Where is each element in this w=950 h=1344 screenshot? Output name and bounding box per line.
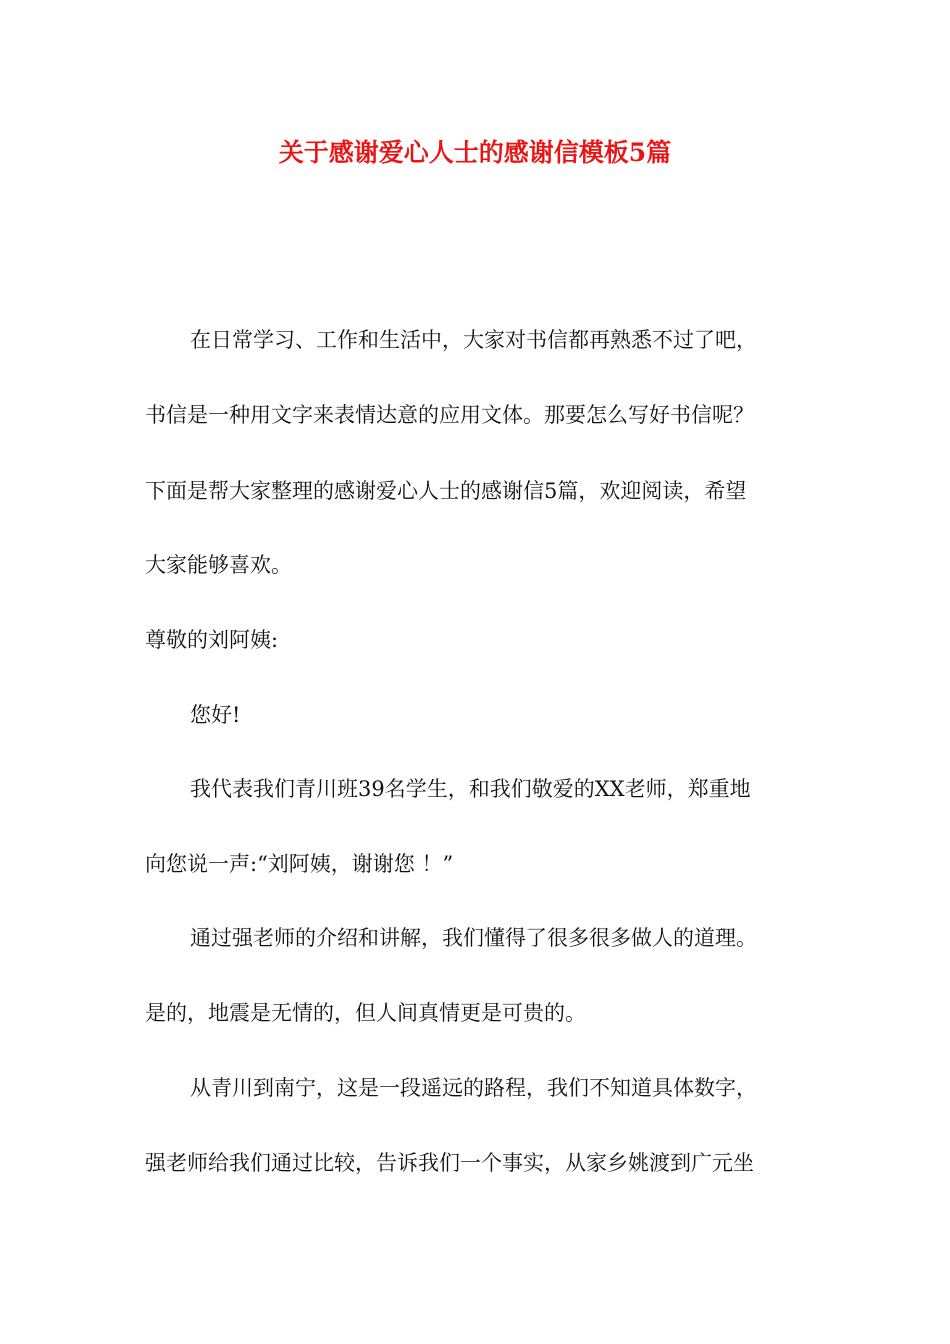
paragraph-line: 向您说一声:“刘阿姨，谢谢您 ！” [145, 852, 454, 876]
paragraph-line: 通过强老师的介绍和讲解，我们懂得了很多很多做人的道理。 [190, 926, 757, 950]
greeting-line: 您好! [190, 703, 241, 727]
paragraph-line: 书信是一种用文字来表情达意的应用文体。那要怎么写好书信呢？ [145, 403, 754, 427]
paragraph-line: 在日常学习、工作和生活中，大家对书信都再熟悉不过了吧， [190, 328, 757, 352]
paragraph-line: 是的，地震是无情的，但人间真情更是可贵的。 [145, 1001, 586, 1025]
salutation-line: 尊敬的刘阿姨: [145, 628, 279, 652]
paragraph-line: 强老师给我们通过比较，告诉我们一个事实，从家乡姚渡到广元坐 [145, 1151, 754, 1175]
paragraph-line: 我代表我们青川班39名学生，和我们敬爱的XX老师，郑重地 [190, 777, 751, 801]
paragraph-line: 从青川到南宁，这是一段遥远的路程，我们不知道具体数字， [190, 1076, 757, 1100]
paragraph-line: 下面是帮大家整理的感谢爱心人士的感谢信5篇，欢迎阅读，希望 [145, 479, 747, 503]
document-title: 关于感谢爱心人士的感谢信模板5篇 [278, 138, 672, 167]
paragraph-line: 大家能够喜欢。 [145, 553, 292, 577]
